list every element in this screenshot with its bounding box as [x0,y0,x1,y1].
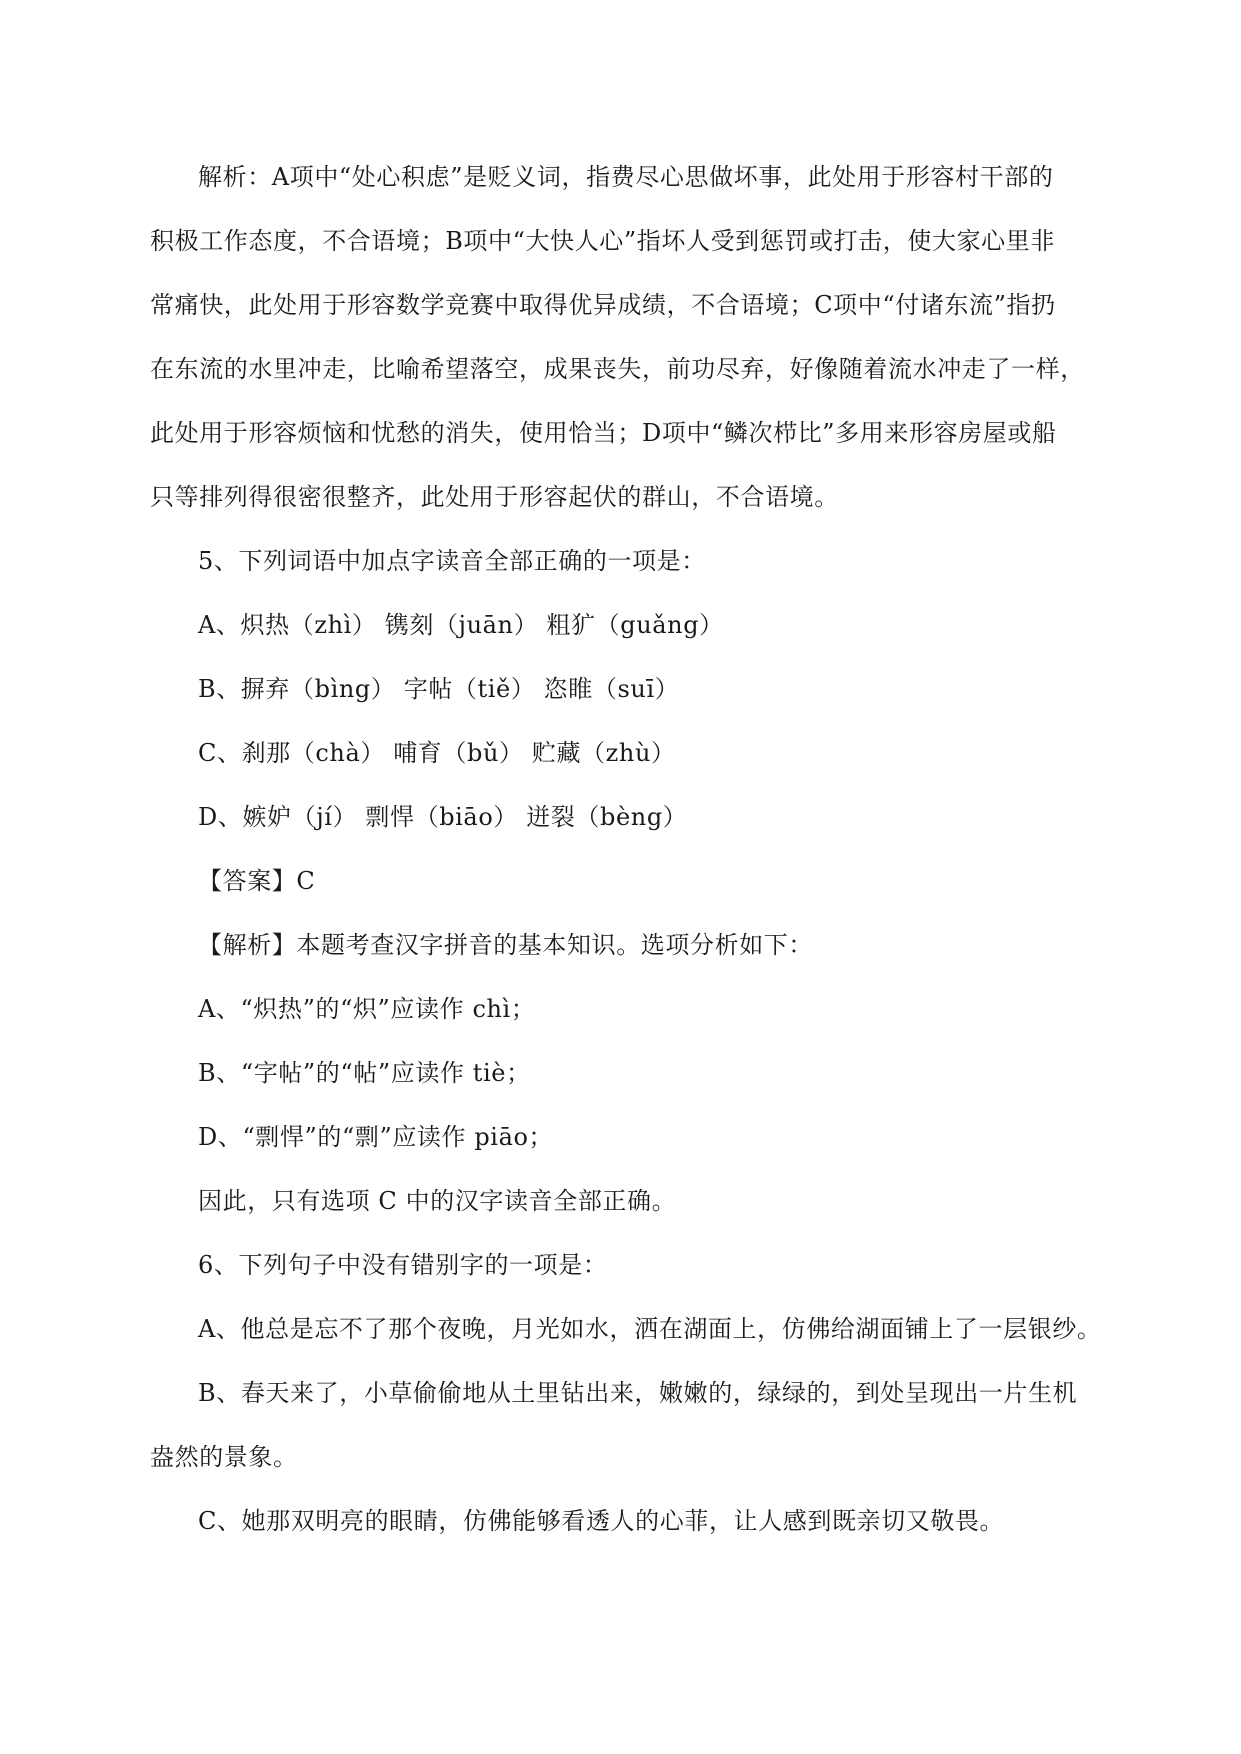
analysis-line: 积极工作态度，不合语境；B项中“大快人心”指坏人受到惩罚或打击，使大家心里非 [150,227,1055,255]
question-6-option-a: A、他总是忘不了那个夜晚，月光如水，洒在湖面上，仿佛给湖面铺上了一层银纱。 [198,1315,1102,1343]
question-5-analysis-intro: 【解析】本题考查汉字拼音的基本知识。选项分析如下： [198,931,813,959]
question-6-option-c: C、她那双明亮的眼睛，仿佛能够看透人的心菲，让人感到既亲切又敬畏。 [198,1507,1005,1535]
question-5-analysis-item: D、“剽悍”的“剽”应读作 piāo； [198,1123,554,1151]
analysis-line: 常痛快，此处用于形容数学竞赛中取得优异成绩，不合语境；C项中“付诸东流”指扔 [150,291,1056,319]
question-6-option-b-continued: 盎然的景象。 [150,1443,298,1471]
analysis-line: 在东流的水里冲走，比喻希望落空，成果丧失，前功尽弃，好像随着流水冲走了一样， [150,355,1085,383]
question-5-analysis-item: A、“炽热”的“炽”应读作 chì； [198,995,536,1023]
question-5-answer: 【答案】C [198,867,316,895]
question-5-option-b: B、摒弃（bìng） 字帖（tiě） 恣睢（suī） [198,675,680,703]
question-6-option-b: B、春天来了，小草偷偷地从土里钻出来，嫩嫩的，绿绿的，到处呈现出一片生机 [198,1379,1078,1407]
question-6-stem: 6、下列句子中没有错别字的一项是： [198,1251,608,1279]
analysis-line: 此处用于形容烦恼和忧愁的消失，使用恰当；D项中“鳞次栉比”多用来形容房屋或船 [150,419,1057,447]
page-content [150,145,1100,1553]
question-5-analysis-item: B、“字帖”的“帖”应读作 tiè； [198,1059,531,1087]
question-5-conclusion: 因此，只有选项 C 中的汉字读音全部正确。 [198,1187,677,1215]
question-5-option-a: A、炽热（zhì） 镌刻（juān） 粗犷（guǎng） [198,611,724,639]
question-5-stem: 5、下列词语中加点字读音全部正确的一项是： [198,547,706,575]
analysis-line: 只等排列得很密很整齐，此处用于形容起伏的群山，不合语境。 [150,483,839,511]
analysis-line: 解析：A项中“处心积虑”是贬义词，指费尽心思做坏事，此处用于形容村干部的 [198,163,1054,191]
question-5-option-c: C、刹那（chà） 哺育（bǔ） 贮藏（zhù） [198,739,676,767]
question-5-option-d: D、嫉妒（jí） 剽悍（biāo） 迸裂（bèng） [198,803,688,831]
